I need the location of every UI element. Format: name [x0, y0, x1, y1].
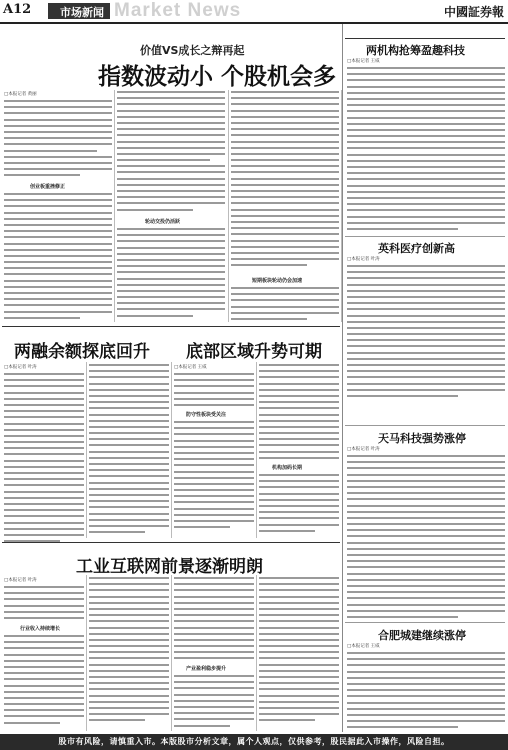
- sidebar-byline-4: □本报记者 王威: [347, 644, 380, 649]
- mid-right-text-3: [259, 364, 339, 463]
- page-number: A12: [3, 2, 32, 17]
- lower-headline: 工业互联网前景逐渐明朗: [76, 557, 263, 577]
- sidebar-byline-2: □本报记者 叶涛: [347, 257, 380, 262]
- newspaper-logo: 中國証券報: [443, 5, 504, 19]
- sidebar-title-2: 英科医疗创新高: [378, 242, 455, 255]
- sidebar-byline-3: □本报记者 叶涛: [347, 447, 380, 452]
- header-rule: [0, 22, 508, 24]
- main-subhead-3: 短期板块轮动仍会加速: [252, 278, 303, 284]
- mid-byline-left: □本报记者 叶涛: [4, 365, 37, 370]
- mid-headline-right: 底部区域升势可期: [186, 342, 322, 362]
- mid-subhead-2: 机构加码长期: [272, 465, 303, 471]
- lower-text-2: [4, 635, 84, 728]
- lower-subhead-1: 行业收入持续增长: [20, 626, 61, 632]
- sidebar-text-2: [347, 265, 505, 401]
- section-title-cn: 市场新闻: [60, 6, 104, 19]
- mid-headline-left: 两融余额探底回升: [14, 342, 150, 362]
- mid-right-text-1: [174, 373, 254, 410]
- sidebar-title-3: 天马科技强势涨停: [378, 432, 466, 445]
- mid-right-text-4: [259, 474, 339, 536]
- main-text-col-3: [231, 91, 339, 270]
- main-subhead-2: 轮动交投仍活跃: [145, 219, 181, 225]
- lower-subhead-2: 产业盈利稳步提升: [186, 666, 227, 672]
- section-title-en: Market News: [114, 0, 242, 21]
- lower-text-3: [89, 577, 169, 726]
- main-text-col-1b: [4, 193, 112, 323]
- sidebar-title-4: 合肥城建继续涨停: [378, 629, 466, 642]
- page-header: [0, 0, 508, 22]
- sidebar-text-1: [347, 67, 505, 234]
- mid-right-text-2: [174, 421, 254, 532]
- mid-subhead-1: 防守性板块受关注: [186, 412, 227, 418]
- main-kicker: 价值VS成长之辩再起: [140, 44, 245, 57]
- main-text-col-1: [4, 100, 112, 180]
- lower-text-5: [174, 675, 254, 731]
- sidebar-title-1: 两机构抢筹盈趣科技: [366, 44, 465, 57]
- sidebar-byline-1: □本报记者 王威: [347, 59, 380, 64]
- lower-text-1: [4, 586, 84, 623]
- footer-disclaimer: 股市有风险，请慎重入市。本版股市分析文章，属个人观点，仅供参考，股民据此入市操作，风险自担。: [0, 734, 508, 750]
- sidebar-text-3: [347, 455, 505, 622]
- main-text-col-3b: [231, 287, 339, 324]
- sidebar-text-4: [347, 652, 505, 732]
- main-subhead-1: 创业板重挫修正: [30, 184, 66, 190]
- main-text-col-2: [117, 91, 225, 215]
- lower-byline: □本报记者 叶涛: [4, 578, 37, 583]
- main-headline: 指数波动小 个股机会多: [98, 64, 337, 90]
- mid-left-text-2: [89, 364, 169, 537]
- lower-text-4: [174, 577, 254, 664]
- main-text-col-2b: [117, 228, 225, 321]
- lower-text-6: [259, 577, 339, 726]
- mid-byline-right: □本报记者 王威: [174, 365, 207, 370]
- mid-left-text-1: [4, 373, 84, 546]
- main-byline: □本报记者 黄丽: [4, 92, 37, 97]
